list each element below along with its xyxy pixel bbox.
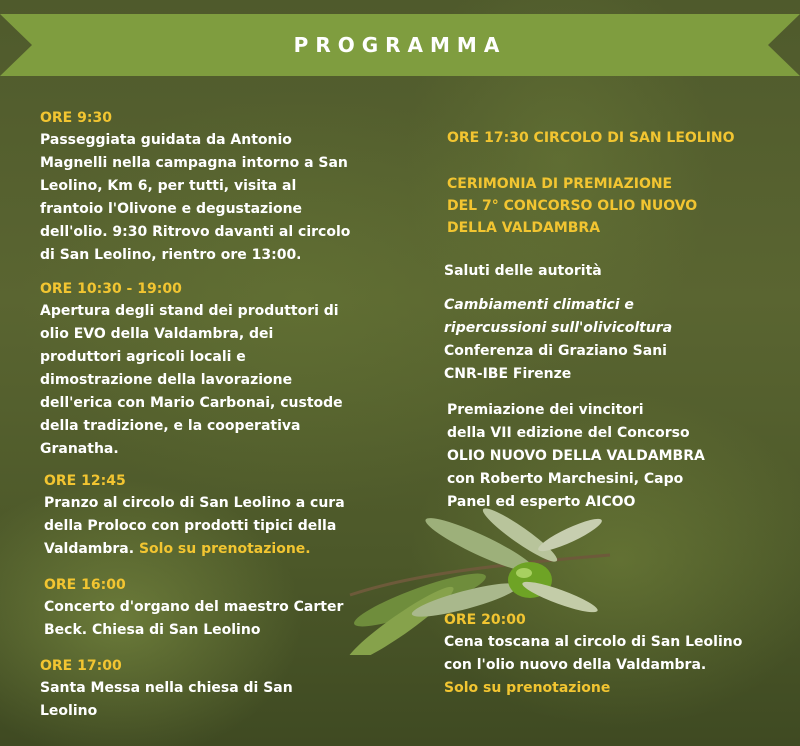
conference xyxy=(444,294,672,386)
event-line: Santa Messa nella chiesa di San xyxy=(40,680,293,696)
time-label: ORE 12:45 xyxy=(44,473,126,489)
event-line: dimostrazione della lavorazione xyxy=(40,372,293,388)
time-label: ORE 20:00 xyxy=(444,612,526,628)
event-line: Granatha. xyxy=(40,441,119,457)
event-line: di San Leolino, rientro ore 13:00. xyxy=(40,247,302,263)
event-line: Magnelli nella campagna intorno a San xyxy=(40,155,348,171)
event-line: Leolino, Km 6, per tutti, visita al xyxy=(40,178,297,194)
awards-line: con Roberto Marchesini, Capo xyxy=(447,471,684,487)
schedule-item-1700 xyxy=(40,655,293,723)
awards-line: OLIO NUOVO DELLA VALDAMBRA xyxy=(447,448,705,464)
conference-line: Conferenza di Graziano Sani xyxy=(444,343,667,359)
ceremony-title xyxy=(447,173,697,239)
ceremony-line: CERIMONIA DI PREMIAZIONE xyxy=(447,176,673,192)
reservation-note: Solo su prenotazione xyxy=(444,680,611,696)
schedule-item-1030 xyxy=(40,278,343,461)
conference-title: Cambiamenti climatici e xyxy=(444,297,634,313)
conference-title: ripercussioni sull'olivicoltura xyxy=(444,320,673,336)
event-line: Leolino xyxy=(40,703,98,719)
event-line: olio EVO della Valdambra, dei xyxy=(40,326,274,342)
event-line: produttori agricoli locali e xyxy=(40,349,246,365)
awards-line: della VII edizione del Concorso xyxy=(447,425,690,441)
conference-line: CNR-IBE Firenze xyxy=(444,366,572,382)
event-line: della tradizione, e la cooperativa xyxy=(40,418,301,434)
event-line: Beck. Chiesa di San Leolino xyxy=(44,622,261,638)
event-line: con l'olio nuovo della Valdambra. xyxy=(444,657,707,673)
event-line: Cena toscana al circolo di San Leolino xyxy=(444,634,743,650)
awards-line: Premiazione dei vincitori xyxy=(447,402,644,418)
time-label: ORE 17:30 CIRCOLO DI SAN LEOLINO xyxy=(447,130,735,146)
schedule-item-0930 xyxy=(40,107,350,267)
event-line: Apertura degli stand dei produttori di xyxy=(40,303,339,319)
time-label: ORE 16:00 xyxy=(44,577,126,593)
awards xyxy=(447,399,705,514)
event-line: Passeggiata guidata da Antonio xyxy=(40,132,292,148)
awards-line: Panel ed esperto AICOO xyxy=(447,494,636,510)
olive-branch-icon xyxy=(330,505,630,655)
time-label: ORE 9:30 xyxy=(40,110,112,126)
ceremony-line: DEL 7° CONCORSO OLIO NUOVO xyxy=(447,198,698,214)
event-line: dell'olio. 9:30 Ritrovo davanti al circolo xyxy=(40,224,351,240)
ceremony-line: DELLA VALDAMBRA xyxy=(447,220,601,236)
event-line: Pranzo al circolo di San Leolino a cura xyxy=(44,495,345,511)
event-line: dell'erica con Mario Carbonai, custode xyxy=(40,395,343,411)
time-label: ORE 10:30 - 19:00 xyxy=(40,281,182,297)
event-line-last xyxy=(44,538,345,561)
reservation-note: Solo su prenotazione. xyxy=(138,541,311,557)
event-line: Concerto d'organo del maestro Carter xyxy=(44,599,344,615)
event-line: frantoio l'Olivone e degustazione xyxy=(40,201,303,217)
event-text: Valdambra. xyxy=(44,541,139,557)
time-label: ORE 17:00 xyxy=(40,658,122,674)
schedule-item-1600 xyxy=(44,574,343,642)
event-line: della Proloco con prodotti tipici della xyxy=(44,518,337,534)
schedule-item-1730 xyxy=(447,127,735,149)
greetings xyxy=(444,260,602,283)
schedule-item-1245 xyxy=(44,470,345,561)
banner-title: PROGRAMMA xyxy=(293,33,507,57)
programma-banner xyxy=(0,14,800,76)
greetings-line: Saluti delle autorità xyxy=(444,263,602,279)
